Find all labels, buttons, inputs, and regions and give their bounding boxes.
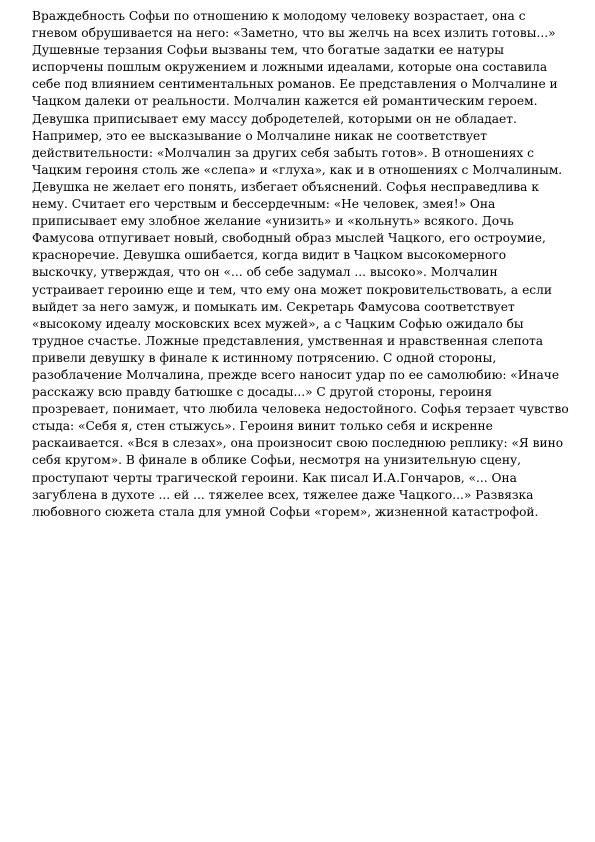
body-text	[32, 8, 592, 521]
text-line: прозревает, понимает, что любила человека недостойного. Софья терзает чувство	[32, 402, 569, 417]
text-line: Фамусова отпугивает новый, свободный образ мыслей Чацкого, его остроумие,	[32, 231, 546, 246]
text-line: разоблачение Молчалина, прежде всего наносит удар по ее самолюбию: «Иначе	[32, 367, 560, 382]
text-line: Враждебность Софьи по отношению к молодому человеку возрастает, она с	[32, 9, 526, 23]
text-line: красноречие. Девушка ошибается, когда видит в Чацком высокомерного	[32, 248, 507, 263]
text-line: загублена в духоте ... ей ... тяжелее всех, тяжелее даже Чацкого...» Развязка	[32, 487, 534, 502]
text-line: испорчены пошлым окружением и ложными идеалами, которые она составила	[32, 60, 548, 75]
text-line: привели девушку в финале к истинному потрясению. С одной стороны,	[32, 350, 497, 365]
text-line: действительности: «Молчалин за других себя забыть готов». В отношениях с	[32, 145, 535, 160]
text-line: расскажу всю правду батюшке с досады...» С другой стороны, героиня	[32, 385, 493, 400]
text-line: Например, это ее высказывание о Молчалине никак не соответствует	[32, 128, 487, 143]
text-line: Душевные терзания Софьи вызваны тем, что богатые задатки ее натуры	[32, 43, 504, 58]
text-line: трудное счастье. Ложные представления, умственная и нравственная слепота	[32, 333, 544, 348]
text-line: стыда: «Себя я, стен стыжусь». Героиня винит только себя и искренне	[32, 419, 493, 434]
text-line: «высокому идеалу московских всех мужей», а с Чацким Софью ожидало бы	[32, 316, 524, 331]
text-line: выскочку, утверждая, что он «... об себе задумал ... высоко». Молчалин	[32, 265, 498, 280]
text-line: Чацком далеки от реальности. Молчалин кажется ей романтическим героем.	[32, 94, 538, 109]
text-line: выйдет за него замуж, и помыкать им. Секретарь Фамусова соответствует	[32, 299, 515, 314]
text-line: приписывает ему злобное желание «унизить» и «кольнуть» всякого. Дочь	[32, 214, 514, 229]
text-line: любовного сюжета стала для умной Софьи «горем», жизненной катастрофой.	[32, 504, 539, 519]
text-line: проступают черты трагической героини. Как писал И.А.Гончаров, «... Она	[32, 470, 517, 485]
text-line: Девушка приписывает ему массу добродетелей, которыми он не обладает.	[32, 111, 517, 126]
text-line: Чацким героиня столь же «слепа» и «глуха», как и в отношениях с Молчалиным.	[32, 162, 563, 177]
text-line: раскаивается. «Вся в слезах», она произносит свою последнюю реплику: «Я вино	[32, 436, 564, 451]
text-line: устраивает героиню еще и тем, что ему она может покровительствовать, а если	[32, 282, 552, 297]
text-line: гневом обрушивается на него: «Заметно, что вы желчь на всех излить готовы...»	[32, 26, 556, 41]
text-line: Девушка не желает его понять, избегает объяснений. Софья несправедлива к	[32, 179, 539, 194]
text-line: себе под влиянием сентиментальных романов. Ее представления о Молчалине и	[32, 77, 558, 92]
text-line: себя кругом». В финале в облике Софьи, несмотря на унизительную сцену,	[32, 453, 522, 468]
text-line: нему. Считает его черствым и бессердечным: «Не человек, змея!» Она	[32, 197, 496, 212]
